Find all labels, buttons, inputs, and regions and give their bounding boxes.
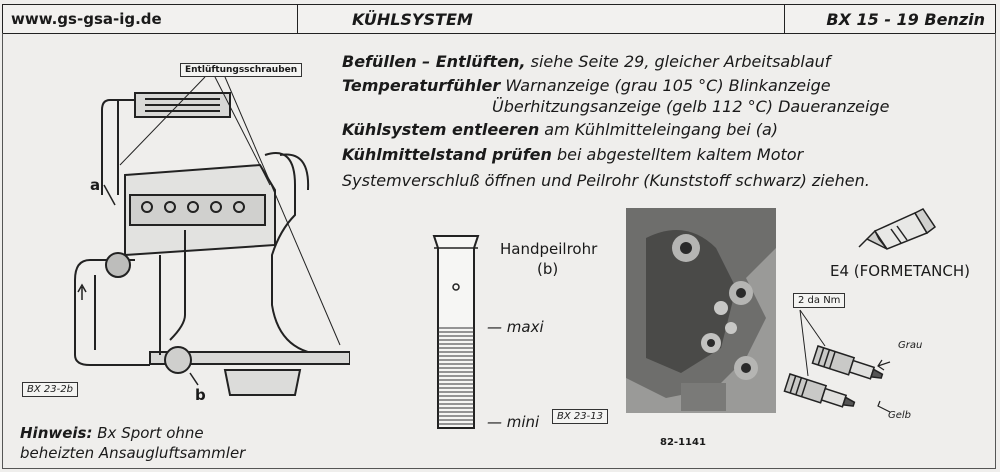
- text-line-open: Systemverschluß öffnen und Peilrohr (Kunststoff schwarz) ziehen.: [342, 171, 870, 190]
- text-line-fill: Befüllen – Entlüften, siehe Seite 29, gleicher Arbeitsablauf: [342, 52, 831, 71]
- dipstick-name: Handpeilrohr: [500, 240, 598, 258]
- figure-ref-82-1141: 82-1141: [660, 437, 706, 448]
- text-line-level: Kühlmittelstand prüfen bei abgestelltem kaltem Motor: [342, 145, 804, 164]
- sensor-gelb-label: Gelb: [888, 410, 912, 421]
- model-label: BX 15 - 19 Benzin: [826, 9, 985, 29]
- note-line1: Hinweis: Bx Sport ohne: [20, 424, 204, 442]
- callout-bleed-screws: Entlüftungsschrauben: [180, 63, 302, 77]
- text-line-sensor: Temperaturfühler Warnanzeige (grau 105 °C) Blinkanzeige: [342, 76, 831, 95]
- website-label: www.gs-gsa-ig.de: [3, 5, 298, 33]
- dipstick-drawing: [430, 232, 482, 432]
- note-line2: beheizten Ansaugluftsammler: [20, 444, 246, 462]
- temperature-sensors-drawing: [780, 300, 900, 420]
- thermostat-housing-photo: [626, 208, 776, 413]
- figure-ref-bx23-13: BX 23-13: [552, 409, 608, 424]
- cooling-system-diagram: [10, 55, 350, 415]
- label-b: b: [195, 386, 206, 404]
- figure-ref-bx23-2b: BX 23-2b: [22, 382, 78, 397]
- text-line-overheat: Überhitzungsanzeige (gelb 112 °C) Daueranzeige: [492, 97, 890, 116]
- page-header: [2, 4, 996, 34]
- torque-label: 2 da Nm: [793, 293, 845, 308]
- sealant-label: E4 (FORMETANCH): [830, 262, 971, 280]
- page-title: KÜHLSYSTEM: [298, 5, 785, 33]
- dipstick-ref-b: (b): [537, 260, 559, 278]
- text-line-drain: Kühlsystem entleeren am Kühlmitteleingang bei (a): [342, 120, 779, 139]
- sensor-grau-label: Grau: [898, 340, 923, 351]
- sealant-tube-icon: [855, 205, 940, 255]
- label-a: a: [90, 176, 101, 194]
- dipstick-mini: — mini: [487, 413, 540, 431]
- dipstick-maxi: — maxi: [487, 318, 544, 336]
